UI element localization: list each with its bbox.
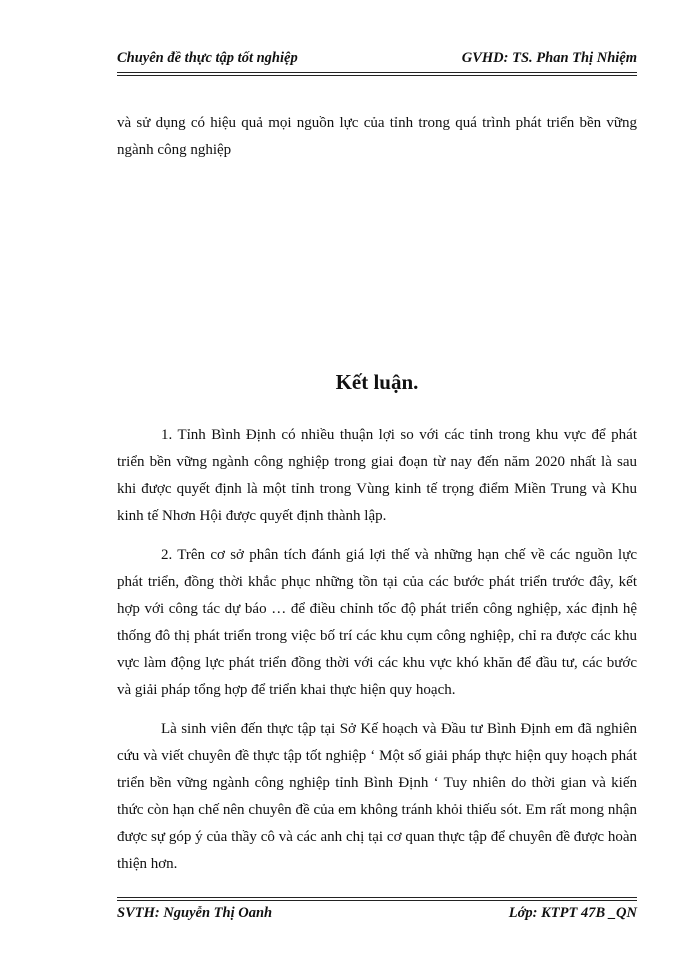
footer-rule — [117, 900, 637, 901]
intro-text: và sử dụng có hiệu quả mọi nguồn lực của tỉnh trong quá trình phát triển bền vững ngành công nghiệp — [117, 115, 637, 158]
intro-paragraph — [117, 110, 637, 164]
conclusion-body — [117, 422, 637, 890]
conclusion-paragraph-3: Là sinh viên đến thực tập tại Sở Kế hoạch và Đầu tư Bình Định em đã nghiên cứu và viết chuyên đề thực tập tốt nghiệp ‘ Một số giải pháp thực hiện quy hoạch phát triển bền vững ngành công nghiệp tỉnh Bình Định ‘ Tuy nhiên do thời gian và kiến thức còn hạn chế nên chuyên đề của em không tránh khỏi thiếu sót. Em rất mong nhận được sự góp ý của thầy cô và các anh chị tại cơ quan thực tập để chuyên đề được hoàn thiện hơn. — [117, 721, 637, 872]
header-title: Chuyên đề thực tập tốt nghiệp — [117, 50, 298, 66]
page-header — [117, 50, 637, 72]
footer-student: SVTH: Nguyễn Thị Oanh — [117, 905, 273, 921]
header-rule-thin — [117, 75, 637, 76]
page-footer — [117, 905, 637, 927]
header-advisor: GVHD: TS. Phan Thị Nhiệm — [461, 50, 637, 66]
conclusion-paragraph-2: 2. Trên cơ sở phân tích đánh giá lợi thế và những hạn chế về các nguồn lực phát triển, đồng thời khắc phục những tồn tại của các bước phát triển trước đây, kết hợp với công tác dự báo … để điều chỉnh tốc độ phát triển công nghiệp, xác định hệ thống đô thị phát triển trong việc bố trí các khu cụm công nghiệp, chỉ ra được các khu vực làm động lực phát triển đồng thời với các khu vực khó khăn để đầu tư, các bước và giải pháp tổng hợp để triển khai thực hiện quy hoạch. — [117, 547, 637, 698]
conclusion-paragraph-1: 1. Tỉnh Bình Định có nhiều thuận lợi so với các tỉnh trong khu vực để phát triển bền vững ngành công nghiệp trong giai đoạn từ nay đến năm 2020 nhất là sau khi được quyết định là một tỉnh trong Vùng kinh tế trọng điểm Miền Trung và Khu kinh tế Nhơn Hội được quyết định thành lập. — [117, 427, 637, 524]
section-title: Kết luận. — [335, 370, 419, 394]
footer-class: Lớp: KTPT 47B _QN — [508, 905, 637, 921]
header-rule — [117, 72, 637, 73]
footer-rule-thin — [117, 897, 637, 898]
